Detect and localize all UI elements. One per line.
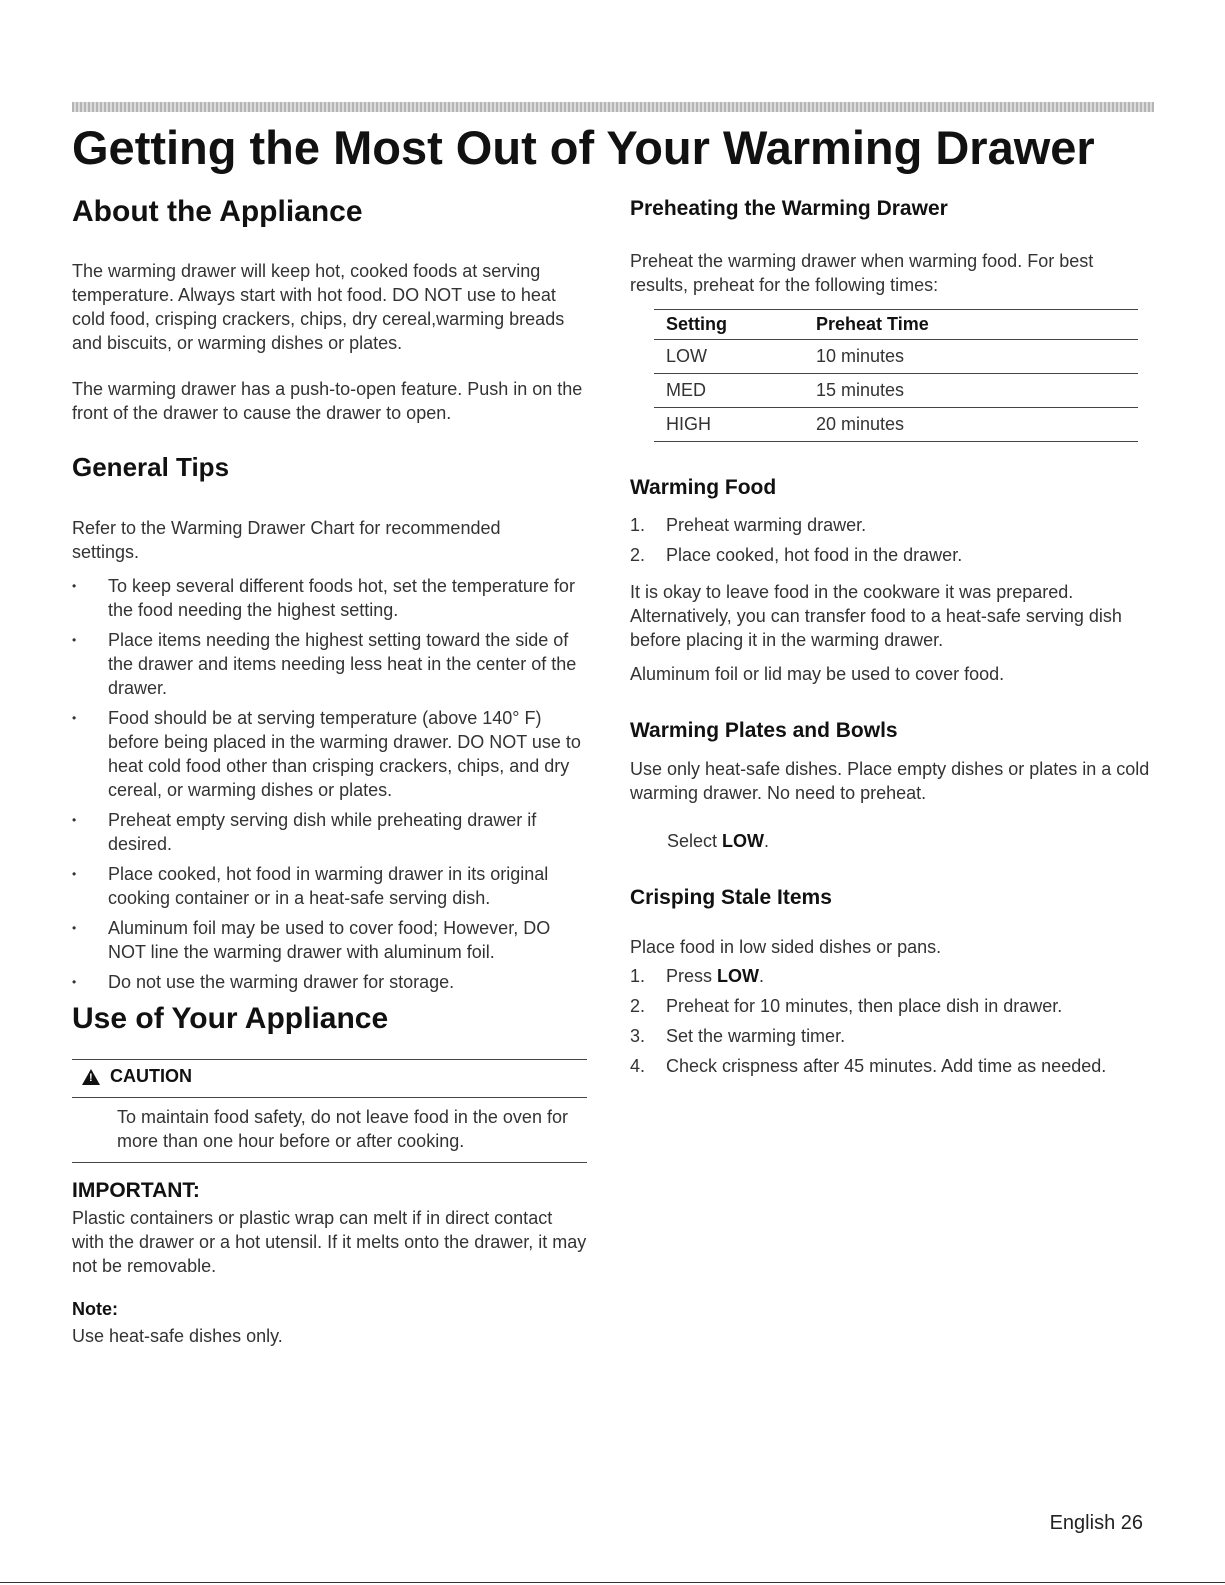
step-number: 3. [630, 1026, 646, 1046]
table-cell: HIGH [654, 408, 804, 442]
table-row [654, 340, 1138, 374]
warming-food-paragraph-2: Aluminum foil or lid may be used to cover food. [630, 664, 1005, 684]
warming-plates-heading: Warming Plates and Bowls [630, 719, 898, 742]
step-text: Preheat warming drawer. [666, 515, 867, 535]
page-number: English 26 [1049, 1512, 1143, 1534]
caution-text: To maintain food safety, do not leave food in the oven for more than one hour before or after cooking. [117, 1107, 568, 1151]
table-cell: 15 minutes [804, 374, 1138, 408]
select-prefix: Select [667, 831, 723, 851]
list-item [630, 1024, 1170, 1048]
list-item [630, 1054, 1170, 1078]
table-cell: MED [654, 374, 804, 408]
list-item: • Aluminum foil may be used to cover food; However, DO NOT line the warming drawer with aluminum foil. [72, 916, 587, 964]
warming-food-paragraph-1: It is okay to leave food in the cookware it was prepared. Alternatively, you can transfer food to a heat-safe serving dish before placing it in the warming drawer. [630, 582, 1122, 650]
general-tips-heading: General Tips [72, 452, 230, 482]
column-header-setting: Setting [654, 310, 804, 340]
general-tips-list [72, 574, 587, 1000]
step-text: Place cooked, hot food in the drawer. [666, 545, 963, 565]
general-tips-intro: Refer to the Warming Drawer Chart for recommended settings. [72, 518, 501, 562]
list-item [630, 543, 1155, 567]
about-heading: About the Appliance [72, 195, 363, 228]
crisping-steps [630, 964, 1170, 1084]
list-item: • Preheat empty serving dish while preheating drawer if desired. [72, 808, 587, 856]
note-label: Note: [72, 1299, 118, 1319]
table-row [654, 374, 1138, 408]
setting-value: LOW [717, 966, 760, 986]
note-text: Use heat-safe dishes only. [72, 1326, 283, 1346]
select-suffix: . [764, 831, 770, 851]
list-item: • Food should be at serving temperature (above 140° F) before being placed in the warming drawer. DO NOT use to heat cold food other than crisping crackers, chips, and dry cereal, or warming dishes or plates. [72, 706, 587, 802]
setting-value: LOW [722, 831, 765, 851]
important-label: IMPORTANT: [72, 1179, 200, 1202]
crisping-intro: Place food in low sided dishes or pans. [630, 937, 942, 957]
list-item [630, 513, 1155, 537]
caution-label-text: CAUTION [110, 1066, 192, 1086]
table-cell: 10 minutes [804, 340, 1138, 374]
page-title: Getting the Most Out of Your Warming Drawer [72, 121, 1095, 174]
caution-top-rule [72, 1059, 587, 1060]
use-heading: Use of Your Appliance [72, 1002, 389, 1035]
step-suffix: . [759, 966, 765, 986]
preheating-text: Preheat the warming drawer when warming food. For best results, preheat for the following times: [630, 251, 1094, 295]
crisping-heading: Crisping Stale Items [630, 886, 832, 909]
step-number: 1. [630, 966, 646, 986]
header-rule [72, 102, 1154, 112]
bottom-rule [0, 1582, 1225, 1583]
warming-food-heading: Warming Food [630, 476, 777, 499]
list-item: • Place items needing the highest setting toward the side of the drawer and items needing less heat in the center of the drawer. [72, 628, 587, 700]
step-text: Set the warming timer. [666, 1026, 846, 1046]
step-number: 1. [630, 515, 646, 535]
step-text: Check crispness after 45 minutes. Add time as needed. [666, 1056, 1107, 1076]
list-item [630, 964, 1170, 988]
step-number: 2. [630, 996, 646, 1016]
about-paragraph-1: The warming drawer will keep hot, cooked foods at serving temperature. Always start with hot food. DO NOT use to heat cold food, crisping crackers, chips, dry cereal,warming breads and biscuits, or warming dishes or plates. [72, 261, 565, 353]
step-number: 4. [630, 1056, 646, 1076]
caution-mid-rule [72, 1097, 587, 1098]
important-text: Plastic containers or plastic wrap can melt if in direct contact with the drawer or a hot utensil. If it melts onto the drawer, it may not be removable. [72, 1208, 587, 1276]
about-paragraph-2: The warming drawer has a push-to-open feature. Push in on the front of the drawer to cause the drawer to open. [72, 379, 583, 423]
table-cell: 20 minutes [804, 408, 1138, 442]
table-header-row [654, 310, 1138, 340]
caution-bottom-rule [72, 1162, 587, 1163]
table-cell: LOW [654, 340, 804, 374]
step-number: 2. [630, 545, 646, 565]
caution-label [82, 1066, 192, 1087]
step-text: Preheat for 10 minutes, then place dish in drawer. [666, 996, 1063, 1016]
preheat-table [654, 309, 1138, 442]
list-item: • To keep several different foods hot, set the temperature for the food needing the highest setting. [72, 574, 587, 622]
step-prefix: Press [666, 966, 718, 986]
warning-icon [82, 1069, 100, 1085]
list-item [630, 994, 1170, 1018]
preheating-heading: Preheating the Warming Drawer [630, 197, 948, 220]
table-row [654, 408, 1138, 442]
list-item: • Place cooked, hot food in warming drawer in its original cooking container or in a heat-safe serving dish. [72, 862, 587, 910]
column-header-preheat-time: Preheat Time [804, 310, 1138, 340]
warming-food-steps [630, 513, 1155, 573]
select-low-instruction [667, 829, 769, 853]
warming-plates-text: Use only heat-safe dishes. Place empty dishes or plates in a cold warming drawer. No need to preheat. [630, 759, 1150, 803]
list-item: • Do not use the warming drawer for storage. [72, 970, 587, 994]
